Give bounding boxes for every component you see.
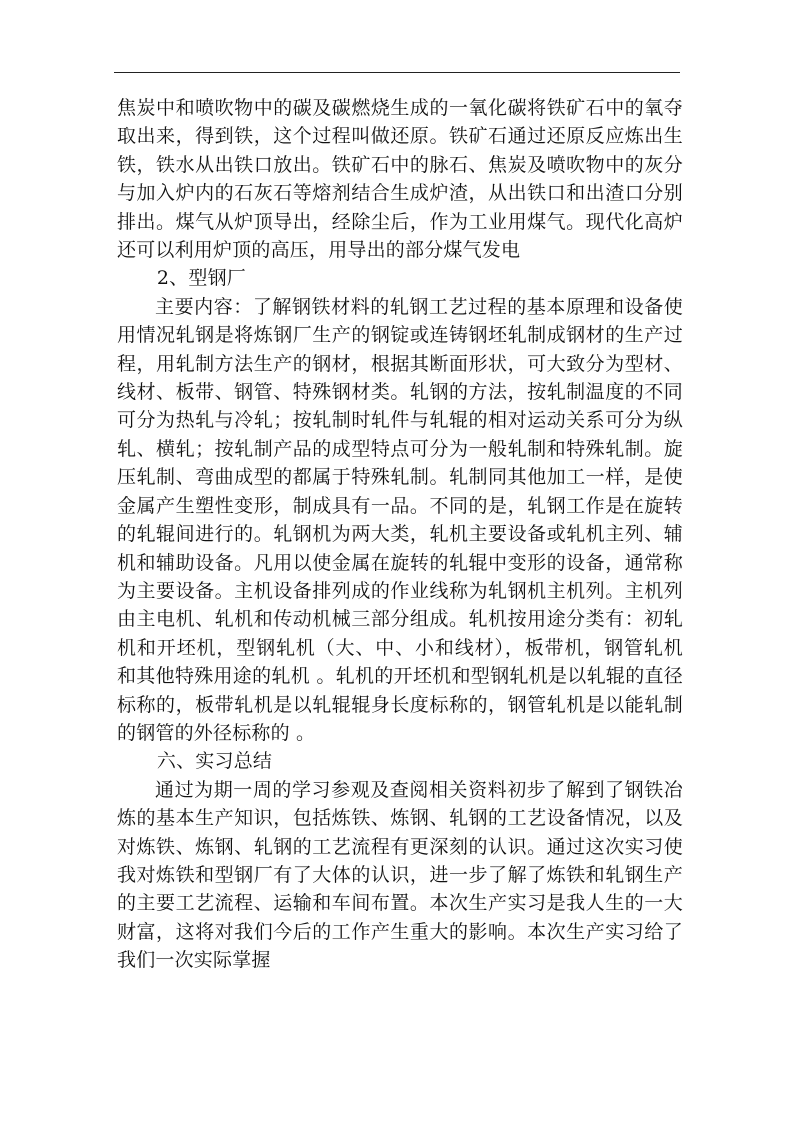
paragraph-summary: 通过为期一周的学习参观及查阅相关资料初步了解到了钢铁冶炼的基本生产知识，包括炼铁、炼钢、轧钢的工艺设备情况，以及对炼铁、炼钢、轧钢的工艺流程有更深刻的认识。通过这次实习使我对炼铁和型钢厂有了大体的认识，进一步了解了炼铁和轧钢生产的主要工艺流程、运输和车间布置。本次生产实习是我人生的一大财富，这将对我们今后的工作产生重大的影响。本次生产实习给了我们一次实际掌握 <box>117 778 683 972</box>
section-heading-internship-summary: 六、实习总结 <box>156 750 273 773</box>
header-rule <box>114 72 680 73</box>
paragraph-blast-furnace: 焦炭中和喷吹物中的碳及碳燃烧生成的一氧化碳将铁矿石中的氧夺取出来，得到铁，这个过程叫做还原。铁矿石通过还原反应炼出生铁，铁水从出铁口放出。铁矿石中的脉石、焦炭及喷吹物中的灰分与加入炉内的石灰石等熔剂结合生成炉渣，从出铁口和出渣口分别排出。煤气从炉顶导出，经除尘后，作为工业用煤气。现代化高炉还可以利用炉顶的高压，用导出的部分煤气发电 <box>117 97 683 262</box>
section-heading-section-steel-plant: 2、型钢厂 <box>156 267 246 290</box>
document-body <box>117 94 683 975</box>
paragraph-rolling: 主要内容：了解钢铁材料的轧钢工艺过程的基本原理和设备使用情况轧钢是将炼钢厂生产的钢锭或连铸钢坯轧制成钢材的生产过程，用轧制方法生产的钢材，根据其断面形状，可大致分为型材、线材、板带、钢管、特殊钢材类。轧钢的方法，按轧制温度的不同可分为热轧与冷轧；按轧制时轧件与轧辊的相对运动关系可分为纵轧、横轧；按轧制产品的成型特点可分为一般轧制和特殊轧制。旋压轧制、弯曲成型的都属于特殊轧制。轧制同其他加工一样，是使金属产生塑性变形，制成具有一品。不同的是，轧钢工作是在旋转的轧辊间进行的。轧钢机为两大类，轧机主要设备或轧机主列、辅机和辅助设备。凡用以使金属在旋转的轧辊中变形的设备，通常称为主要设备。主机设备排列成的作业线称为轧钢机主机列。主机列由主电机、轧机和传动机械三部分组成。轧机按用途分类有：初轧机和开坯机，型钢轧机（大、中、小和线材），板带机，钢管轧机和其他特殊用途的轧机 。轧机的开坯机和型钢轧机是以轧辊的直径标称的，板带轧机是以轧辊辊身长度标称的，钢管轧机是以能轧制的钢管的外径标称的 。 <box>117 295 683 744</box>
